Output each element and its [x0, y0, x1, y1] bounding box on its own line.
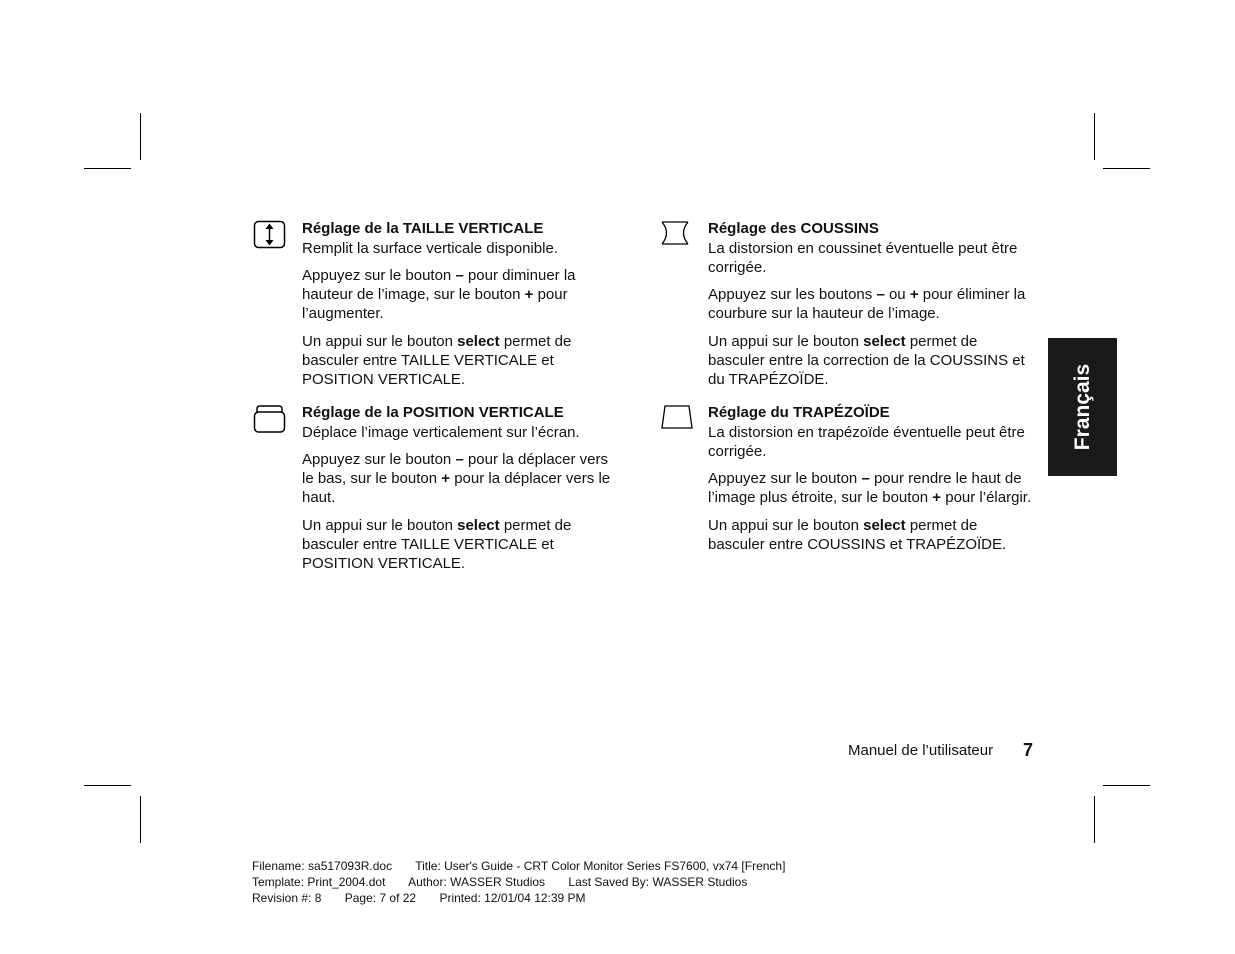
paragraph: Appuyez sur le bouton – pour diminuer la hauteur de l’image, sur le bouton + pour l’augmenter. — [302, 267, 576, 322]
document-metadata — [252, 858, 805, 906]
language-tab — [1048, 338, 1117, 476]
section-title: Réglage de la POSITION VERTICALE — [302, 404, 564, 421]
section-title: Réglage du TRAPÉZOÏDE — [708, 404, 890, 421]
meta-title: Title: User's Guide - CRT Color Monitor Series FS7600, vx74 [French] — [415, 859, 786, 873]
meta-printed: Printed: 12/01/04 12:39 PM — [439, 891, 586, 905]
paragraph: La distorsion en coussinet éventuelle peut être corrigée. — [708, 240, 1018, 276]
paragraph: Appuyez sur les boutons – ou + pour éliminer la courbure sur la hauteur de l’image. — [708, 286, 1026, 322]
trapezoid-icon — [660, 404, 694, 435]
section-title: Réglage de la TAILLE VERTICALE — [302, 220, 544, 237]
meta-template: Template: Print_2004.dot — [252, 875, 386, 889]
paragraph: Appuyez sur le bouton – pour rendre le haut de l’image plus étroite, sur le bouton + pour l’élargir. — [708, 470, 1032, 506]
meta-filename: Filename: sa517093R.doc — [252, 859, 393, 873]
vertical-position-icon — [253, 404, 287, 439]
paragraph: Un appui sur le bouton select permet de basculer entre la correction de la COUSSINS et du TRAPÉZOÏDE. — [708, 333, 1025, 388]
crop-mark-bottom-right-h — [1103, 785, 1150, 786]
page-footer — [848, 740, 1034, 760]
crop-mark-top-right-h — [1103, 168, 1150, 169]
meta-page: Page: 7 of 22 — [344, 891, 417, 905]
paragraph: Un appui sur le bouton select permet de basculer entre TAILLE VERTICALE et POSITION VERTICALE. — [302, 333, 572, 388]
crop-mark-top-left-v — [140, 113, 141, 160]
paragraph: Un appui sur le bouton select permet de basculer entre COUSSINS et TRAPÉZOÏDE. — [708, 517, 1007, 553]
crop-mark-top-right-v — [1094, 113, 1095, 160]
vertical-size-icon — [253, 220, 287, 255]
crop-mark-bottom-left-v — [140, 796, 141, 843]
crop-mark-bottom-right-v — [1094, 796, 1095, 843]
paragraph: Appuyez sur le bouton – pour la déplacer vers le bas, sur le bouton + pour la déplacer vers le haut. — [302, 451, 611, 506]
pincushion-icon — [660, 220, 690, 251]
crop-mark-top-left-h — [84, 168, 131, 169]
meta-last-saved: Last Saved By: WASSER Studios — [568, 875, 748, 889]
language-tab-label: Français — [1070, 363, 1094, 451]
manual-title: Manuel de l’utilisateur — [848, 742, 994, 759]
crop-mark-bottom-left-h — [84, 785, 131, 786]
paragraph: Déplace l’image verticalement sur l’écran. — [302, 424, 580, 441]
meta-author: Author: WASSER Studios — [408, 875, 546, 889]
paragraph: Un appui sur le bouton select permet de basculer entre TAILLE VERTICALE et POSITION VERTICALE. — [302, 517, 572, 572]
paragraph: La distorsion en trapézoïde éventuelle peut être corrigée. — [708, 424, 1025, 460]
page-number: 7 — [1023, 740, 1034, 760]
paragraph: Remplit la surface verticale disponible. — [302, 240, 558, 257]
meta-revision: Revision #: 8 — [252, 891, 322, 905]
section-title: Réglage des COUSSINS — [708, 220, 879, 237]
